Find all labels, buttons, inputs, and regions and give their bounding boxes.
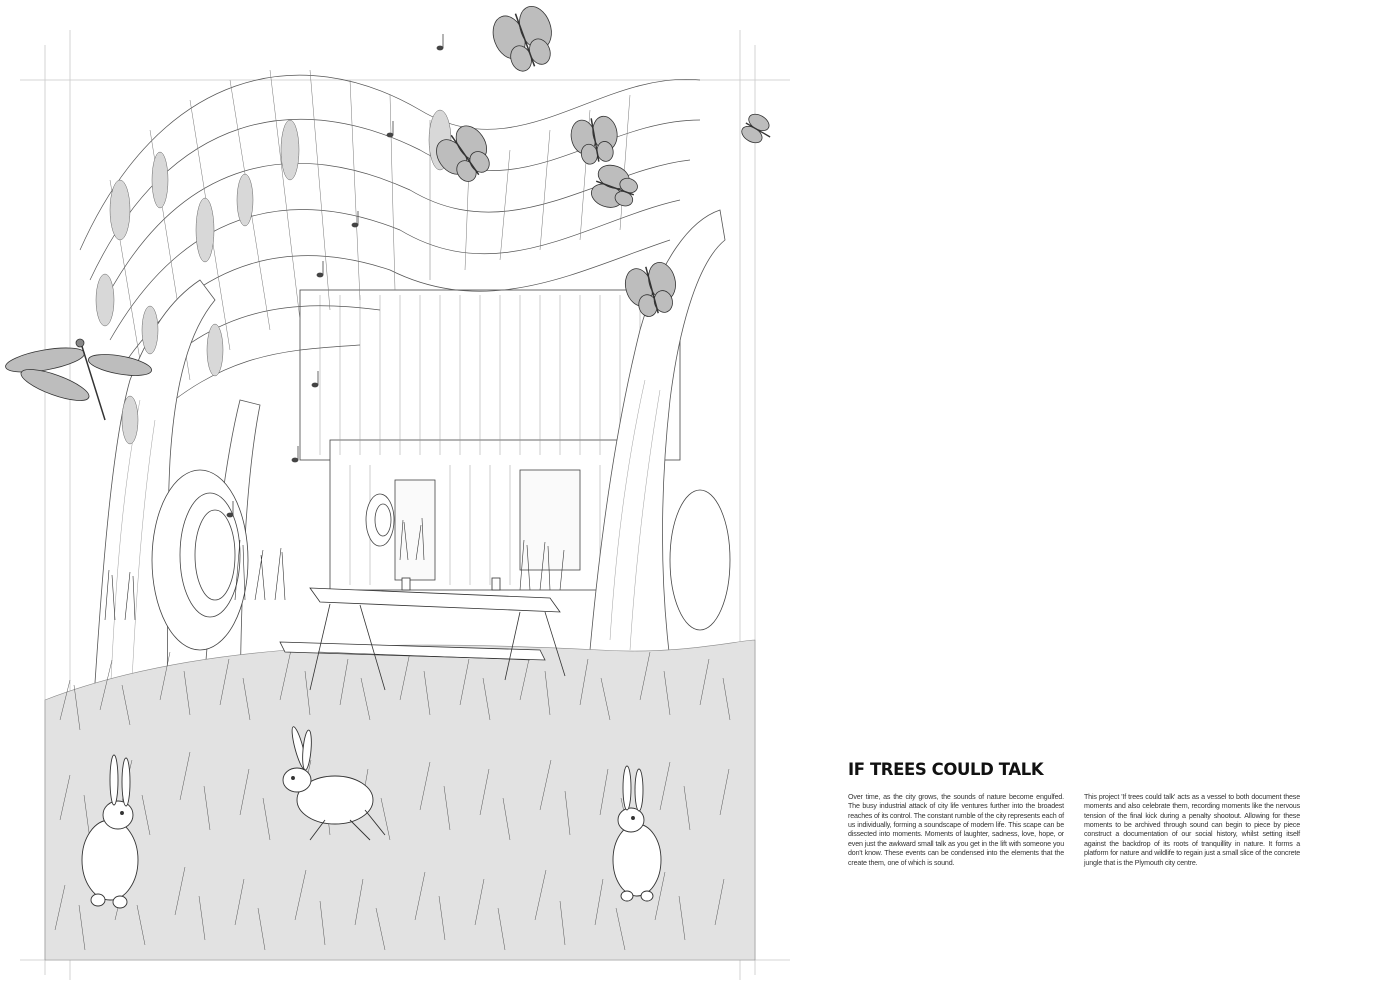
paragraph-intro: Over time, as the city grows, the sounds of nature become engulfed. The busy industrial attack of city life ventures further into the broadest reaches of its control. The constant rumble of the city represents each of us individually, forming a soundscape of modern life. This scape can be dissected into moments. Moments of laughter, sadness, love, hope, or even just the awkward small talk as you get in the lift with someone you don't know. These events can be condensed into the elements that the create them, one of which is sound.: [848, 792, 1064, 867]
sound-pod-right: [670, 490, 730, 630]
picnic-table-top: [310, 588, 560, 612]
building-window: [520, 470, 580, 570]
butterfly: [487, 2, 562, 77]
table-cup-left: [402, 578, 410, 590]
butterfly: [588, 161, 642, 215]
building-door: [395, 480, 435, 580]
text-columns: [848, 793, 1300, 868]
text-panel: [848, 760, 1300, 868]
table-cup-right: [492, 578, 500, 590]
butterfly: [569, 114, 622, 166]
meadow-ground: [45, 640, 755, 960]
paragraph-project: This project 'If trees could talk' acts as a vessel to both document these moments and also celebrate them, recording moments like the nervous tension of the final kick during a penalty shootout. Allowing for these moments to be archived through sound can begin to piece by piece construct a documentation of our social history, whilst setting itself against the backdrop of its roots of tranquillity in nature. It forms a platform for nature and wildlife to regain just a small slice of the concrete jungle that is the Plymouth city centre.: [1084, 792, 1300, 867]
sound-pod-small: [366, 494, 394, 546]
sound-pod-large: [152, 470, 248, 650]
butterflies: [430, 2, 777, 321]
project-title: IF TREES COULD TALK: [848, 760, 1044, 779]
butterfly: [739, 111, 777, 149]
